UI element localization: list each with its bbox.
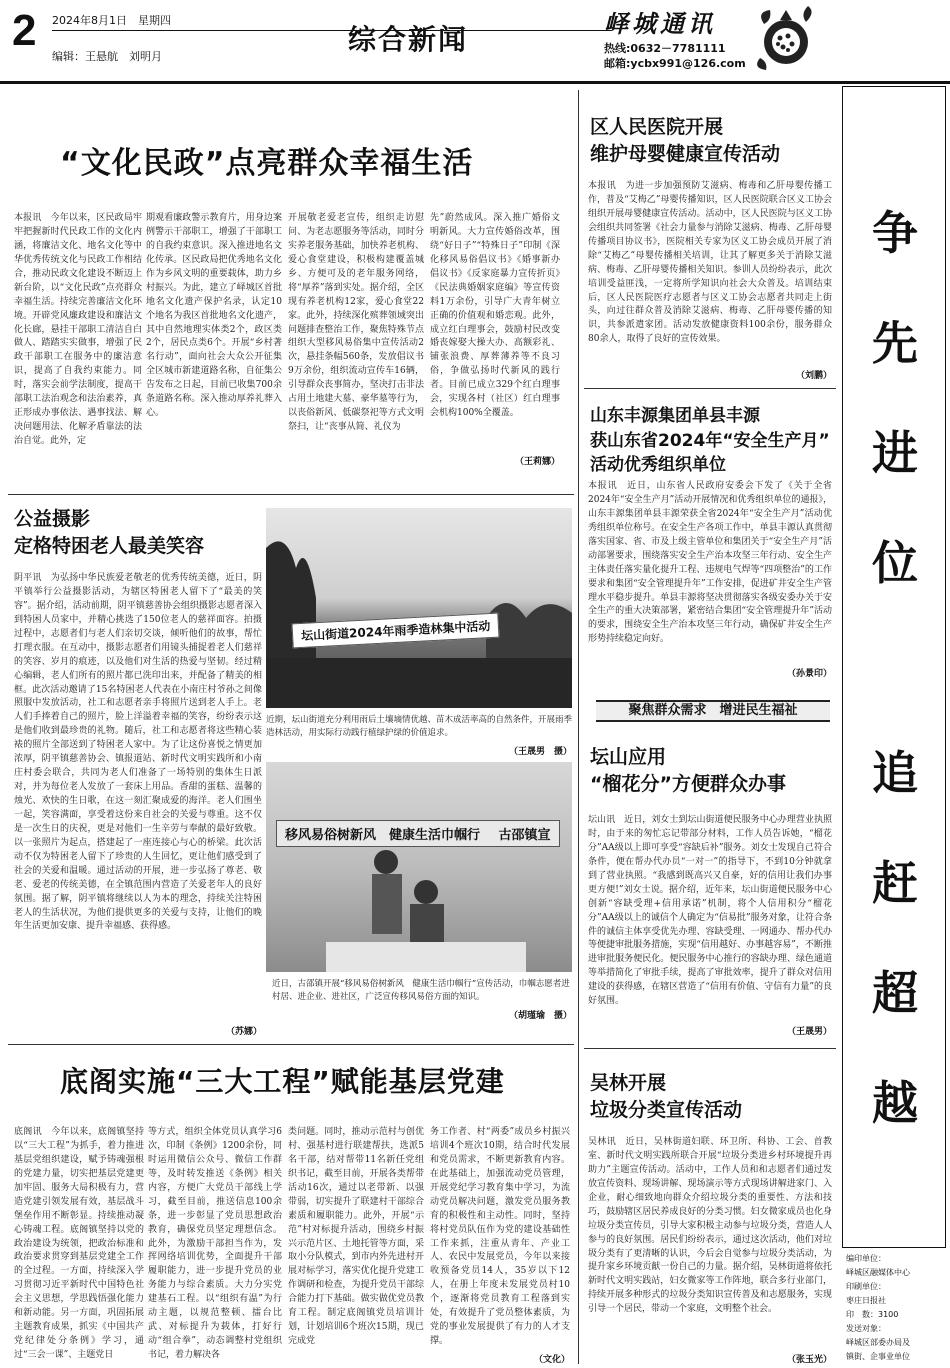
article2-credit: （刘鹏）: [795, 371, 832, 381]
slogan-char: 越: [872, 1076, 918, 1130]
article6-col2: 等方式，组织全体党员认真学习6次，印制《条例》1200余份，同时运用微信公众号、微信工作群等，及时转发推送《条例》相关内容，方便广大党员干部线上学习，截至目前，推送信息100余条，进一步彰显了党员思想政治教育，确保党员坚定理想信念。此外，为激励干部担当作为，发挥网络培训优势，全面提升干部履职能力，进一步提升党员的业务能力与综合素质。大力分实党建基石工程。以“组织有温”为行动主题，以规范整顿、擂台比武、对标提升为载体，打好行动“组合拳”，动态调整村党组织书记，着力解决各: [148, 1127, 282, 1360]
article4-title: [590, 744, 834, 797]
slogan-char: 位: [872, 536, 918, 590]
article3-title-line3: 活动优秀组织单位: [590, 455, 726, 476]
photo1-caption: 近期，坛山街道充分利用雨后土壤墒情优越、苗木成活率高的自然条件，开展雨季造林活动，用实际行动践行植绿护绿的价值追求。: [266, 715, 573, 739]
page-number: 2: [12, 6, 37, 55]
article5-title: [14, 506, 264, 559]
article6-col4: 务工作者、村“两委”成员乡村振兴培训4个班次10期，结合时代发展和党员需求，不断更新教育内容。在此基础上，加强流动党员管理，开展党纪学习教育集中学习，为流动党员解决问题，激发党员服务教育的积极性和主动性。同时，坚持将村党员队伍作为党的建设基础性工作来抓，注重从青年、产业工人、农民中发展党员，今年以来接收预备党员14人，35岁以下12人，在册上年度未发展党员村10个，逐渐将党员教育工程落到实处，有效提升了党员整体素质，为党的事业发展提供了有力的人才支撑。: [430, 1127, 570, 1347]
info-line: 枣庄日报社: [846, 1296, 886, 1305]
article2-title: [590, 114, 830, 167]
column-divider: [578, 90, 579, 1070]
article7-body: 吴林讯 近日，吴林街道妇联、环卫所、科协、工会、首教室、新时代文明实践所联合开展“垃圾分类进乡村环境提升再助力”主题宣传活动。活动中，工作人员和和志愿者们通过发放宣传资料、现场讲解、现场演示等方式现场讲解进家门、入企业，耐心细致地向群众介绍垃圾分类的重要性、方法和技巧，鼓励辖区居民养成良好的分类习惯。妇女微家成员也化身垃圾分类宣传员，引导大家积极主动参与垃圾分类，营造人人参与的良好氛围。居民们纷纷表示，通过这次活动，他们对垃圾分类有了更清晰的认识，今后会自觉参与垃圾分类活动，为提升家乡环境贡献一份自己的力量。据介绍，吴林街道将依托新时代文明实践站，妇女微家等工作阵地，联合多行业部门，持续开展多种形式的垃圾分类知识宣传普及和志愿服务，实现引导一个居民，带动一个家庭，文明整个社会。: [588, 1137, 832, 1315]
section-title: 综合新闻: [348, 23, 469, 56]
article6-col3: 类问题。同时，推动示范村与创优村、强基村进行联建帮扶，选派5名干部，结对帮带11名新任党组织书记，截至目前，开展各类帮带活动16次，通过以老带新、以强带弱，切实提升了联建村干部综合素质和履职能力。此外，开展“示范”村对标提升活动，围绕乡村振兴示范片区、土地托管等方面，采取小分队模式，到市内外先进村开展对标学习，落实优化提升党建工作调研和检查，为提升党员干部综合能力打下基础。做实做优党员教育工程。制定底阁镇党员培训计划，计划培训6个班次15期，现已完成党: [288, 1127, 424, 1347]
article1-col2: 期观看廉政警示教育片，用身边案例警示干部职工，增强了干部职工的自我约束意识。深入推进地名文化传承。区民政局把优秀地名文化作为乡风文明的重要载体，助力乡村振兴。为此，建立了峄城区首批地名文化遗产保护名录，认定10个地名为我区首批地名文化遗产，其中自然地理实体类2个，政区类2个，居民点类6个。开展“乡村著名行动”，面向社会大众公开征集全区城市新建道路名称，自征集公告发布之日起，目前已收集700余条道路名称。深入推动厚养礼葬入心。: [146, 213, 282, 419]
info-line: 编印单位：: [846, 1254, 886, 1263]
slogan-char: 赶: [872, 856, 918, 910]
email: 邮箱:ycbx991@126.com: [604, 57, 746, 70]
info-line: 镇街、企事业单位: [846, 1352, 910, 1361]
tree-planting-photo: [266, 508, 572, 708]
article5-credit: （苏娜）: [225, 1027, 262, 1037]
ribbon-banner: 聚焦群众需求 增进民生福祉: [596, 700, 830, 722]
info-line: 峄城区部委办局及: [846, 1338, 910, 1347]
info-line: 发送对象：: [846, 1324, 886, 1333]
article7-credit: （张玉光）: [786, 1355, 832, 1365]
slogan-char: 先: [872, 316, 918, 370]
slogan-char: 追: [872, 746, 918, 800]
hotline: 热线:0632－7781111: [604, 42, 726, 55]
page-header: [0, 0, 950, 84]
slogan-sidebar: [842, 86, 946, 1248]
slogan-char: 争: [872, 206, 918, 260]
article3-title-line2: 获山东省2024年“安全生产月”: [590, 430, 830, 451]
article5-title-line2: 定格特困老人最美笑容: [14, 534, 205, 557]
publication-info: [846, 1252, 946, 1364]
photo2-banner-right: 古邵镇宣: [498, 828, 551, 843]
photo2-caption: 近日，古邵镇开展“移风易俗树新风 健康生活巾帼行”宣传活动，巾帼志愿者进村居、进企业、进社区，广泛宣传移风易俗方面的知识。: [272, 979, 570, 1003]
editors: 编辑：王悬航 刘明月: [52, 50, 162, 63]
header-rule: [52, 30, 612, 31]
article1-credit: （王莉娜）: [514, 457, 560, 467]
photo2-banner: [276, 820, 560, 847]
article6-col1: 底阁讯 今年以来，底阁镇坚持以“三大工程”为抓手，着力推进基层党组织建设，赋予铸魂强根的党建力量，切实把基层党建更加牢固、服务大局积极有力，营造党建引领发展有效，基层战斗堡垒作用不断彰显。持续推动凝心铸魂工程。底阁镇坚持以党的政治建设为统领，把政治标准和政治要求贯穿到基层党建全工作的全过程。一方面，持续深入学习贯彻习近平新时代中国特色社会主义思想，学思践悟强化能力和新动能。另一方面，巩固拓展主题教育成果，抓实《中国共产党纪律处分条例》学习，通过“三会一课”、主题党日: [14, 1127, 144, 1360]
article1-col3: 开展敬老爱老宣传，组织走访慰问、为老志愿服务等活动，同时分实养老服务基础，加快养老机构、爱心食堂建设，积极构建覆盖城乡、方便可及的老年服务网络，将“厚养”落到实处。据介绍，全区现有养老机构12家，爱心食堂22家。此外，持续深化殡葬领域突出问题排查整治工作，聚焦特殊节点组织大型移风易俗集中宣传活动2次，悬挂条幅560条，发放倡议书9万余份，组织流动宣传车16辆，引导群众丧事简办，坚决打击非法占用土地建大墓、豪华墓等行为，以丧俗新风、低碳祭祀等方式文明祭扫，让“丧事从简、礼仪为: [288, 213, 424, 433]
article2-title-line2: 维护母婴健康宣传活动: [590, 142, 781, 165]
article4-title-line1: 坛山应用: [590, 746, 667, 768]
info-line: 印刷单位：: [846, 1282, 886, 1291]
info-line: 峄城区融媒体中心: [846, 1268, 910, 1277]
article5-title-line1: 公益摄影: [14, 508, 91, 530]
women-volunteers-photo: [266, 762, 572, 972]
column-divider: [578, 1070, 579, 1364]
article7-title-line1: 吴林开展: [590, 1072, 667, 1094]
article5-body: 阴平讯 为弘扬中华民族爱老敬老的优秀传统美德，近日，阴平镇举行公益摄影活动，为辖区特困老人留下了“最美的笑容”。据介绍，活动前期，阴平镇慈善协会组织摄影志愿者深入到特困人员家中，并精心挑选了150位老人的慈祥面容。拍摄过程中，志愿者们与老人们亲切交谈，倾听他们的故事，帮忙打理衣服。在互动中，摄影志愿者们用镜头捕捉着老人们慈祥的笑容、岁月的痕迹，以及他们对生活的热爱与坚韧。经过精心编辑，老人们所有的照片都已洗印出来，并配备了精美的相框。此次活动邀请了15名特困老人代表在小南庄村爷孙之间像照服中发放活动，社工和志愿者亲手将照片送到老人手上。老人们手捧着自己的照片，脸上洋溢着幸福的笑容，纷纷表示这是他们收到最珍贵的礼物。随后，社工和志愿者将这些精心装裱的照片全部送到了特困老人家中。为了让这份喜悦之情更加浓厚，阴平镇慈善协会、镇报道站、新时代文明实践所和小南庄村委会联合，共同为老人们准备了一场特别的集体生日派对，并为每位老人发放了一套床上用品。香甜的蛋糕、温馨的烛光、欢快的生日歌，在这一刻汇聚成爱的海洋。老人们围坐一起，笑容满面，享受着这份来自社会的关爱与尊重。这不仅是一次生日的庆祝，更是对他们一生辛劳与奉献的最好致敬。以一张照片为起点，搭建起了一座连接心与心的桥梁。此次活动不仅为特困老人留下了珍贵的人生回忆，更让他们感受到了社会的关爱和温暖。通过活动的开展，进一步弘扬了尊老、敬老、爱老的传统美德，在全镇范围内营造了关爱老年人的良好氛围。据了解，阴平镇将继续以人为本的理念，持续关注特困老人的生活状况，为他们提供更多的关爱与支持，让他们的晚年生活更加安康、提升幸福感、获得感。: [14, 573, 262, 932]
article2-body: 本报讯 为进一步加强预防艾滋病、梅毒和乙肝母婴传播工作，普及“艾梅乙”母婴传播知识，区人民医院联合区义工协会组织开展母婴健康宣传活动。活动中，区人民医院与区义工协会组织共同签署《社会力量参与消除艾滋病、梅毒、乙肝母婴传播项目协议书》，医院相关专家为区义工协会成员开展了消除“艾梅乙”母婴传播相关培训，让其了解更多关于消除艾滋病、梅毒、乙肝母婴传播相关知识。参训人员纷纷表示，此次培训受益匪浅，一定将所学知识向社会大众普及。培训结束后，区人民医院医疗志愿者与区义工协会志愿者共同走上街头，向过往群众普及消除艾滋病、梅毒、乙肝母婴传播的知识，共参派遣家团。活动发放健康资料100余份，服务群众80余人，取得了良好的宣传效果。: [588, 181, 832, 345]
article3-title-line1: 山东丰源集团单县丰源: [590, 406, 760, 426]
section-divider: [8, 1044, 574, 1045]
article6-credit: （文化）: [533, 1355, 570, 1365]
photo1-banner: 坛山街道2024年雨季造林集中活动: [291, 613, 499, 649]
article4-body: 坛山讯 近日，刘女士到坛山街道便民服务中心办理营业执照时，由于来的匆忙忘记带部分材料，工作人员告诉她，“榴花分”AA级以上即可享受“容缺后补”服务。刘女士发现自己符合条件，便在帮办代办员“一对一”的指导下，不到10分钟就拿到了营业执照。“我感到既高兴又自豪，好的信用让我们办事更方便!”刘女士说。据介绍，近年来，坛山街道便民服务中心创新“容缺受理+信用承诺”机制，将个人信用积分“榴花分”AA级以上的诚信个人确定为“信易批”服务对象，让符合条件的诚信主体享受优先办理、容缺受理、一网通办、帮办代办等便捷审批服务措施，实现“信用越好、办事越容易”，不断推进审批服务便民化。便民服务中心推行的容缺办理、绿色通道等举措简化了审批手续，提高了审批效率，提升了群众对信用建设的获得感，在辖区营造了“信用有价值、守信有力量”的良好氛围。: [588, 815, 832, 1007]
photo1-credit: （王晟男 摄）: [508, 747, 572, 757]
article3-body: 本报讯 近日，山东省人民政府安委会下发了《关于全省2024年“安全生产月”活动开展情况和优秀组织单位的通报》，山东丰源集团单县丰源荣获全省2024年“安全生产月”活动优秀组织单位称号。在安全生产各项工作中，单县丰源认真贯彻落实国家、省、市及上级主管单位和集团关于“安全生产月”活动部署要求，围绕落实安全生产治本攻坚三年行动、安全生产主体责任落实量化提升工程、违规电气焊等“四项整治”的工作要求和集团“安全管理提升年”工作安排，促进矿井安全生产管理水平稳步提升。单县丰源将坚决贯彻落实各级安委办关于安全生产的重大决策部署，紧密结合集团“安全管理提升年”活动的要求，围绕安全生产治本攻坚三年行动，确保矿井安全生产形势持续稳定向好。: [588, 481, 832, 645]
article4-credit: （王晟男）: [786, 1027, 832, 1037]
paper-name: 峄城通讯: [604, 9, 716, 38]
photo2-banner-left: 移风易俗树新风 健康生活巾帼行: [285, 828, 481, 843]
info-line: 印 数：3100: [846, 1310, 899, 1319]
tree-silhouette-icon: [266, 508, 572, 708]
slogan-char: 进: [872, 426, 918, 480]
article3-credit: （孙景印）: [786, 669, 832, 679]
section-divider: [584, 388, 836, 389]
article2-title-line1: 区人民医院开展: [590, 116, 724, 138]
section-divider: [584, 1048, 836, 1049]
article3-title: [590, 404, 834, 478]
article1-col4: 先”蔚然成风。深入推广婚俗文明新风。大力宣传婚俗改革，围绕“好日子”“特殊日子”印制《深化移风易俗倡议书》《婚事新办倡议书》《反家庭暴力宣传折页》《民法典婚姻家庭编》等宣传资料1万余份，引导广大青年树立正确的价值观和婚恋观。此外，成立红白理事会，鼓励村民改变婚丧嫁娶大操大办、高额彩礼、铺张浪费、厚葬薄养等不良习俗，争做弘扬时代新风的践行者。目前已成立329个红白理事会，实现各村（社区）红白理事会机构100%全覆盖。: [430, 213, 560, 419]
pomegranate-logo-icon: [750, 2, 820, 74]
issue-date: 2024年8月1日 星期四: [52, 14, 171, 27]
article1-title: “文化民政”点亮群众幸福生活: [60, 146, 474, 181]
article7-title: [590, 1070, 834, 1123]
slogan-char: 超: [872, 966, 918, 1020]
article7-title-line2: 垃圾分类宣传活动: [590, 1098, 743, 1121]
article1-col1: 本报讯 今年以来，区民政局牢牢把握新时代民政工作的文化内涵，将廉洁文化、地名文化等中华优秀传统文化与民政工作相结合，推动民政文化建设不断迈上新台阶，以“文化民政”点亮群众幸福生活。持续完善廉洁文化环境。开辟党风廉政建设和廉洁文化长廊，悬挂干部职工清洁自白做人、踏踏实实做事，增强了民政干部职工在服务中的廉洁意识，提高了自我约束能力。同时，落实会前学法制度，提高干部职工法治观念和法治素养，真正形成办事依法、遇事找法、解决问题用法、化解矛盾靠法的法治自觉。此外，定: [14, 213, 142, 446]
people-silhouette-icon: [266, 762, 572, 972]
article4-title-line2: “榴花分”方便群众办事: [590, 772, 786, 795]
section-divider: [8, 494, 574, 495]
article6-title: 底阁实施“三大工程”赋能基层党建: [60, 1065, 505, 1098]
photo2-credit: （胡瑾瑜 摄）: [508, 1011, 572, 1021]
